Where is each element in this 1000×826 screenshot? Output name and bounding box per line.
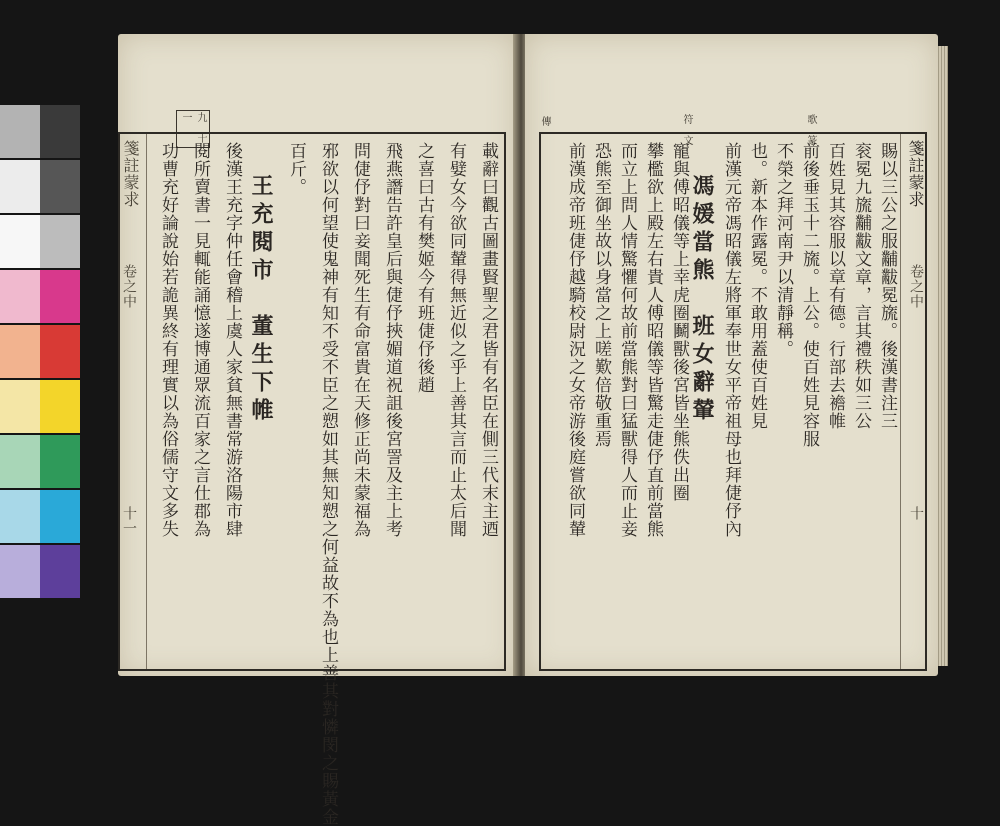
- left-text-column: 邪欲以何望使鬼神有知不受不臣之愬如其無知愬之何益故不為也上善其對憐閔之賜黃金: [318, 142, 338, 826]
- color-swatch: [0, 325, 40, 378]
- right-text-column: 也。新本作露冕。不敢用蓋使百姓見: [747, 142, 767, 430]
- color-swatch: [0, 490, 40, 543]
- color-swatch: [0, 105, 40, 158]
- color-swatch: [40, 435, 80, 488]
- color-swatch: [40, 105, 80, 158]
- left-text-column: 後漢王充字仲任會稽上虞人家貧無書常游洛陽市肆: [222, 142, 242, 538]
- left-volume-label: 卷之中: [121, 264, 137, 309]
- left-border-rule: [146, 134, 147, 669]
- right-text-column: 百姓見其容服以章有德。行部去襜帷: [825, 142, 845, 430]
- left-text-column: 之喜曰古有樊姬今有班倢伃後趙: [414, 142, 434, 394]
- left-text-column: 百斤。: [286, 142, 306, 196]
- right-text-column: 前後垂玉十二旒。上公。使百姓見容服: [799, 142, 819, 448]
- left-text-column: 飛燕譖告許皇后與倢伃挾媚道祝詛後宮詈及主上考: [382, 142, 402, 538]
- right-text-frame: [539, 132, 927, 671]
- right-border-rule: [900, 134, 901, 669]
- open-book: [118, 34, 938, 826]
- color-swatch: [40, 545, 80, 598]
- right-book-title: 箋註蒙求: [906, 140, 925, 208]
- color-swatch: [40, 160, 80, 213]
- right-text-column: 馮媛當熊 班女辭輦: [689, 174, 715, 426]
- right-text-column: 攀檻欲上殿左右貴人傅昭儀等皆驚走倢伃直前當熊: [643, 142, 663, 538]
- right-text-column: 賜以三公之服黼黻冕旒。後漢書注三: [877, 142, 897, 430]
- color-swatch: [0, 160, 40, 213]
- right-text-column: 而立上問人情驚懼何故前當熊對曰猛獸得人而止妾: [617, 142, 637, 538]
- right-text-column: 恐熊至御坐故以身當之上嗟歎倍敬重焉: [591, 142, 611, 448]
- color-swatch: [0, 435, 40, 488]
- color-swatch: [40, 490, 80, 543]
- color-swatch: [40, 380, 80, 433]
- left-folio-number: 十一: [121, 506, 137, 536]
- color-swatch: [0, 380, 40, 433]
- color-swatch: [0, 545, 40, 598]
- right-text-column: 前漢元帝馮昭儀左將軍奉世女平帝祖母也拜倢伃內: [721, 142, 741, 538]
- right-volume-label: 卷之中: [908, 264, 924, 309]
- left-book-title: 箋註蒙求: [121, 140, 140, 208]
- right-header-mark-3: 歌 篆: [805, 114, 816, 145]
- left-text-column: 王充閱市 董生下帷: [248, 174, 274, 426]
- color-swatch: [40, 270, 80, 323]
- left-page: [118, 34, 516, 826]
- left-text-column: 功曹充好論說始若詭異終有理實以為俗儒守文多失: [158, 142, 178, 538]
- right-text-column: 不榮之拜河南尹以清靜稱。: [773, 142, 793, 358]
- left-text-frame: [118, 132, 506, 826]
- left-text-column: 載辭曰觀古圖畫賢聖之君皆有名臣在側三代末主迺: [478, 142, 498, 538]
- right-header-mark-2: 符 文: [681, 114, 692, 145]
- color-calibration-chart: [0, 105, 80, 605]
- color-swatch: [40, 215, 80, 268]
- right-folio-number: 十: [908, 506, 924, 521]
- left-text-column: 有嬖女今欲同輦得無近似之乎上善其言而止太后聞: [446, 142, 466, 538]
- left-text-column: 問倢伃對曰妾聞死生有命富貴在天修正尚未蒙福為: [350, 142, 370, 538]
- left-text-column: 閱所賣書一見輒能誦憶遂博通眾流百家之言仕郡為: [190, 142, 210, 538]
- right-text-column: 寵與傅昭儀等上幸虎圈鬭獸後宮皆坐熊佚出圈: [669, 142, 689, 502]
- color-swatch: [40, 325, 80, 378]
- right-header-mark-1: 傳: [539, 116, 550, 126]
- color-swatch: [0, 215, 40, 268]
- right-text-column: 衮冕九旒黼黻文章，言其禮秩如三公: [851, 142, 871, 430]
- right-page: [525, 34, 938, 676]
- color-swatch: [0, 270, 40, 323]
- right-text-column: 前漢成帝班倢伃越騎校尉況之女帝游後庭嘗欲同輦: [565, 142, 585, 538]
- left-header-mark: 九 十 一: [176, 110, 210, 148]
